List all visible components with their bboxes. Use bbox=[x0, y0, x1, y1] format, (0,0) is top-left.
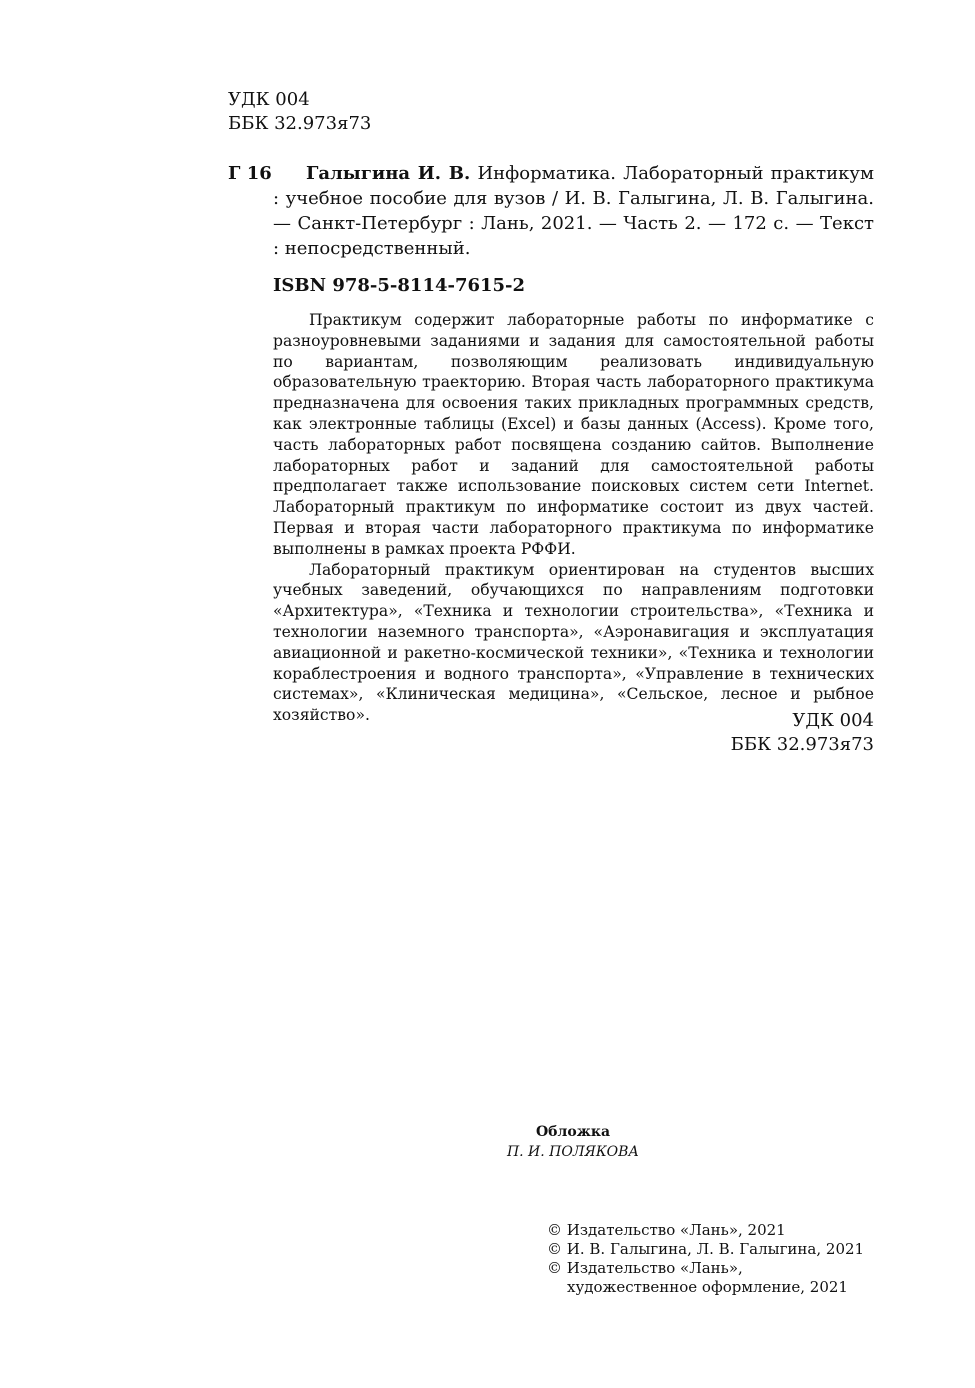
classification-bottom bbox=[731, 709, 874, 757]
copyright-line: © Издательство «Лань», bbox=[547, 1259, 743, 1277]
bbk-code: ББК 32.973я73 bbox=[730, 734, 874, 755]
udk-code: УДК 004 bbox=[228, 89, 310, 110]
udk-code: УДК 004 bbox=[792, 710, 874, 731]
classification-top bbox=[228, 88, 371, 136]
bibliographic-entry bbox=[228, 161, 874, 261]
bbk-code: ББК 32.973я73 bbox=[228, 113, 372, 134]
copyright-line: художественное оформление, 2021 bbox=[567, 1278, 848, 1296]
annotation-paragraph: Лабораторный практикум ориентирован на студентов высших учебных заведений, обучающихся по направлениям подготовки «Архитектура», «Техника и технологии строительства», «Техника и технологии наземного транспорта», «Аэронавигация и эксплуатация авиационной и ракетно-космической техники», «Техника и технологии кораблестроения и водного транспорта», «Управление в технических системах», «Клиническая медицина», «Сельское, лесное и рыбное хозяйство». bbox=[273, 560, 874, 725]
copyright-line: © Издательство «Лань», 2021 bbox=[547, 1221, 786, 1239]
cover-designer: П. И. ПОЛЯКОВА bbox=[506, 1144, 640, 1160]
author-name: Галыгина И. В. bbox=[306, 163, 471, 184]
annotation-paragraph: Практикум содержит лабораторные работы по информатике с разноуровневыми заданиями и задания для самостоятельной работы по вариантам, позволяющим реализовать индивидуальную образовательную траекторию. Вторая часть лабораторного практикума предназначена для освоения таких прикладных программных средств, как электронные таблицы (Excel) и базы данных (Access). Кроме того, часть лабораторных работ посвящена созданию сайтов. Выполнение лабораторных работ и заданий для самостоятельной работы предполагает также использование поисковых систем сети Internet. Лабораторный практикум по информатике состоит из двух частей. Первая и вторая части лабораторного практикума по информатике выполнены в рамках проекта РФФИ. bbox=[273, 311, 874, 558]
author-mark: Г 16 bbox=[228, 163, 272, 184]
annotation bbox=[273, 310, 874, 726]
bibliographic-description bbox=[273, 161, 874, 261]
copyright-line: © И. В. Галыгина, Л. В. Галыгина, 2021 bbox=[547, 1240, 865, 1258]
cover-label: Обложка bbox=[535, 1124, 611, 1140]
cover-credit bbox=[480, 1122, 666, 1162]
copyright-block bbox=[547, 1221, 864, 1297]
description-text: Информатика. Лабораторный практикум : учебное пособие для вузов / И. В. Галыгина, Л. В. Галыгина. — Санкт-Петербург : Лань, 2021. — Часть 2. — 172 с. — Текст : непосредственный. bbox=[273, 163, 874, 259]
isbn: ISBN 978-5-8114-7615-2 bbox=[273, 275, 526, 296]
